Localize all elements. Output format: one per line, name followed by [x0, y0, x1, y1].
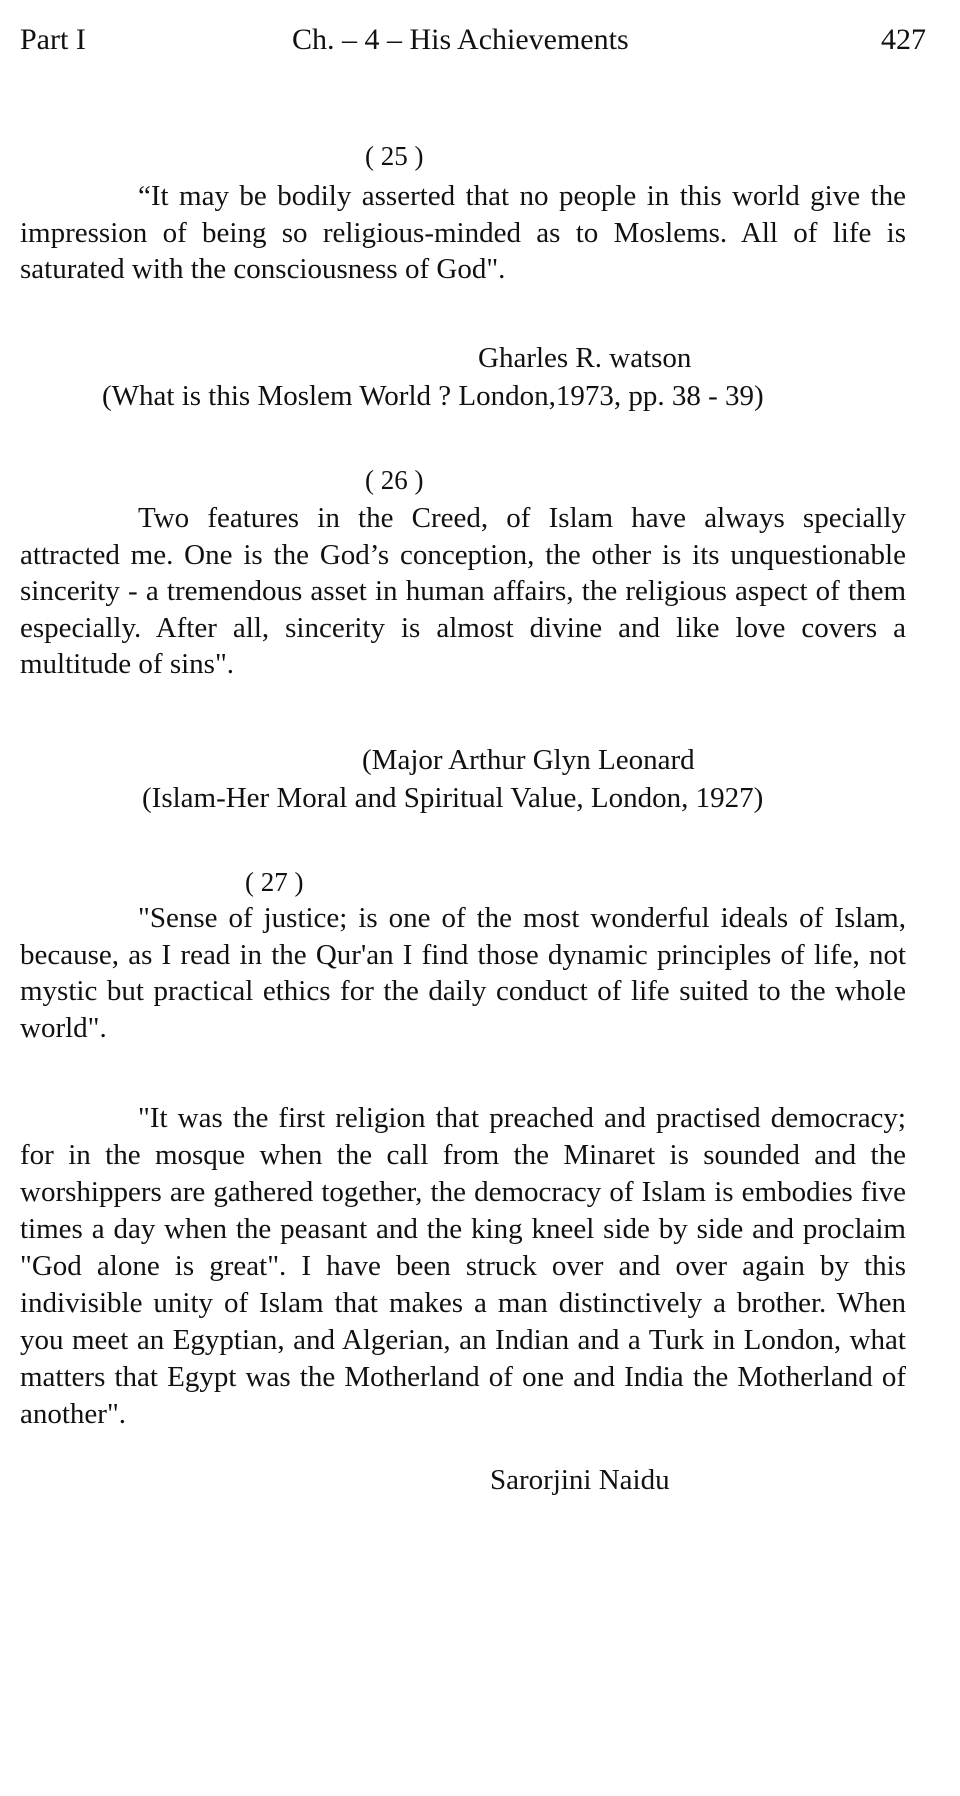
page-header: [20, 20, 926, 60]
quote-26-author: (Major Arthur Glyn Leonard: [362, 744, 695, 776]
quote-26-source: (Islam-Her Moral and Spiritual Value, London, 1927): [142, 782, 764, 814]
quote-25-source: (What is this Moslem World ? London,1973, pp. 38 - 39): [102, 380, 764, 412]
quote-27-author: Sarorjini Naidu: [490, 1464, 670, 1496]
quote-27-text-1: "Sense of justice; is one of the most wonderful ideals of Islam, because, as I read in the Qur'an I find those dynamic principles of life, not mystic but practical ethics for the daily conduct of life suited to the whole world".: [20, 902, 906, 1044]
quote-25-author: Gharles R. watson: [478, 342, 692, 374]
quote-26-text: Two features in the Creed, of Islam have always specially attracted me. One is the God’s conception, the other is its unquestionable sincerity - a tremendous asset in human affairs, the religious aspect of them especially. After all, sincerity is almost divine and like love covers a multitude of sins".: [20, 502, 906, 680]
quote-25-text: “It may be bodily asserted that no people in this world give the impression of being so religious-minded as to Moslems. All of life is saturated with the consciousness of God".: [20, 180, 906, 285]
quote-number-25: ( 25 ): [365, 141, 424, 171]
chapter-title: Ch. – 4 – His Achievements: [292, 23, 629, 56]
quote-27-text-2: "It was the first religion that preached and practised democracy; for in the mosque when the call from the Minaret is sounded and the worshippers are gathered together, the democracy of Islam is embodies five times a day when the peasant and the king kneel side by side and proclaim "God alone is great". I have been struck over and over again by this indivisible unity of Islam that makes a man distinctively a brother. When you meet an Egyptian, and Algerian, an Indian and a Turk in London, what matters that Egypt was the Motherland of one and India the Motherland of another".: [20, 1102, 906, 1430]
page-number: 427: [881, 23, 926, 56]
quote-number-26: ( 26 ): [365, 465, 424, 495]
quote-number-27: ( 27 ): [245, 867, 304, 897]
part-label: Part I: [20, 23, 86, 56]
